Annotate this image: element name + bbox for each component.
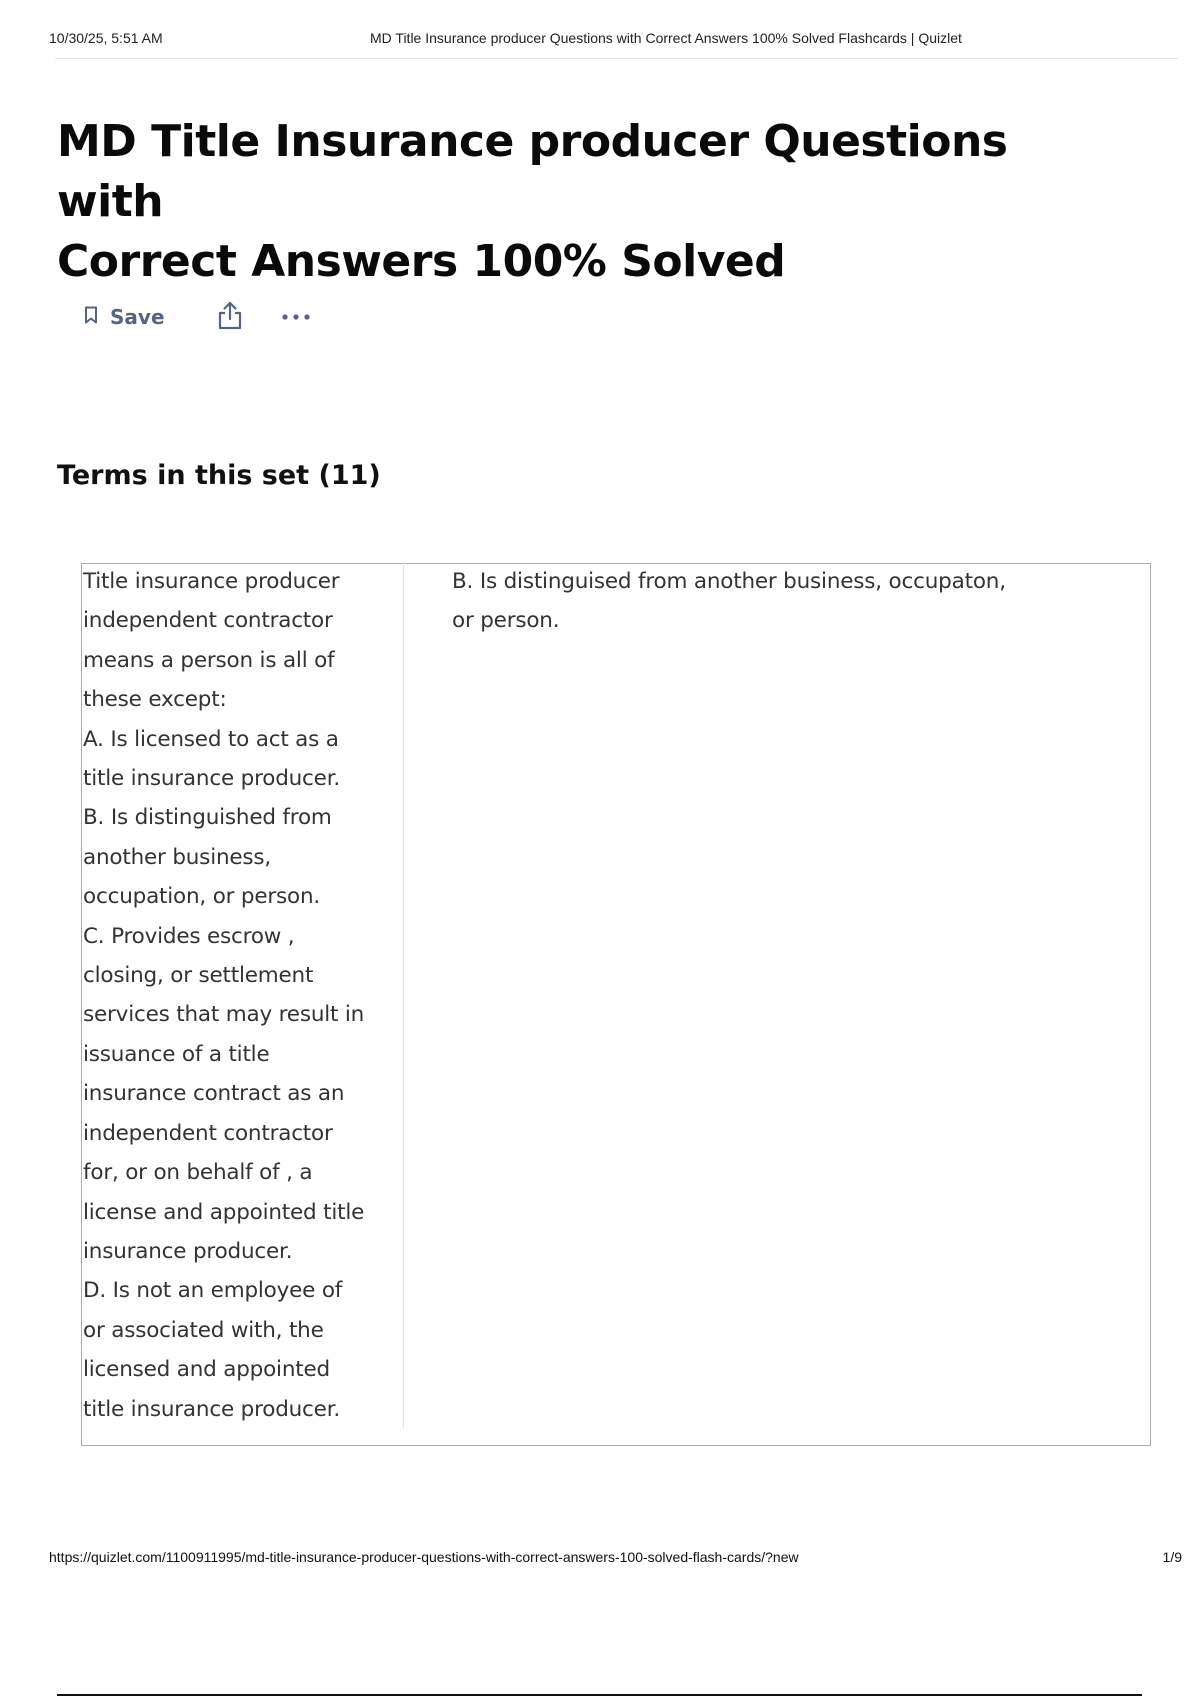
term-line: insurance producer. xyxy=(83,1238,293,1264)
term-line: closing, or settlement xyxy=(83,963,314,989)
term-line: C. Provides escrow , xyxy=(83,923,295,949)
set-actions-bar xyxy=(84,297,311,337)
term-line: Title insurance producer xyxy=(83,569,340,594)
term-line: A. Is licensed to act as a xyxy=(83,726,339,752)
term-line: services that may result in xyxy=(83,1002,365,1028)
term-line: or associated with, the xyxy=(83,1317,324,1343)
term-line: D. Is not an employee of xyxy=(83,1278,343,1304)
definition-cell xyxy=(452,562,1092,641)
term-line: these except: xyxy=(83,687,227,713)
term-cell xyxy=(83,562,404,1428)
print-document-title: MD Title Insurance producer Questions with Correct Answers 100% Solved Flashcards | Quizlet xyxy=(370,30,962,46)
more-options-button[interactable] xyxy=(281,308,311,326)
term-line: means a person is all of xyxy=(83,647,335,673)
share-button[interactable] xyxy=(217,300,243,335)
term-line: occupation, or person. xyxy=(83,884,321,910)
term-line: for, or on behalf of , a xyxy=(83,1160,313,1186)
flashcard-row xyxy=(81,563,1151,1446)
terms-heading: Terms in this set (11) xyxy=(57,460,381,491)
term-line: independent contractor xyxy=(83,608,333,634)
print-footer xyxy=(49,1549,1182,1569)
page-title-line: MD Title Insurance producer Questions with xyxy=(57,116,1008,227)
header-divider xyxy=(55,58,1178,59)
print-date: 10/30/25, 5:51 AM xyxy=(49,30,163,46)
share-icon xyxy=(217,300,243,335)
page-title xyxy=(57,112,1057,292)
save-button[interactable] xyxy=(84,305,165,329)
term-line: another business, xyxy=(83,844,272,870)
print-header xyxy=(49,30,1128,58)
print-url: https://quizlet.com/1100911995/md-title-insurance-producer-questions-with-correct-answers-100-solved-flash-cards/?new xyxy=(49,1549,799,1565)
term-line: license and appointed title xyxy=(83,1199,365,1225)
more-options-icon xyxy=(281,308,311,326)
page-bottom-divider xyxy=(57,1694,1142,1696)
term-line: issuance of a title xyxy=(83,1041,270,1067)
term-line: insurance contract as an xyxy=(83,1081,345,1107)
term-line: licensed and appointed xyxy=(83,1357,330,1383)
term-line: independent contractor xyxy=(83,1120,333,1146)
definition-line: B. Is distinguised from another business, occupaton, xyxy=(452,569,1006,594)
bookmark-icon xyxy=(84,305,98,329)
definition-line: or person. xyxy=(452,608,560,634)
page-number: 1/9 xyxy=(1162,1549,1182,1565)
term-line: B. Is distinguished from xyxy=(83,805,332,831)
page-title-line: Correct Answers 100% Solved xyxy=(57,236,786,287)
save-label: Save xyxy=(110,305,165,329)
term-line: title insurance producer. xyxy=(83,1396,341,1422)
term-line: title insurance producer. xyxy=(83,766,341,792)
